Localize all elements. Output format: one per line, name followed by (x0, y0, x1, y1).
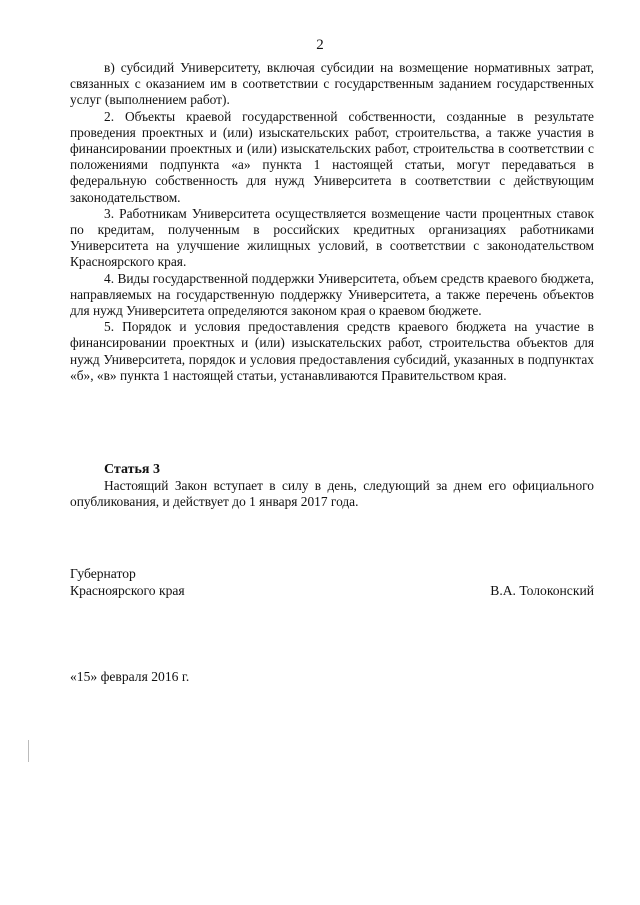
paragraph-5: 5. Порядок и условия предоставления средств краевого бюджета на участие в финансировании проектных и (или) изыскательских работ, строительства объектов для нужд Университета, порядок и условия предоставления субсидий, указанных в подпунктах «б», «в» пункта 1 настоящей статьи, устанавливаются Правительством края. (70, 319, 594, 383)
margin-mark (28, 740, 29, 762)
signature-block (70, 565, 594, 599)
article-3-title: Статья 3 (104, 462, 160, 477)
paragraph-4: 4. Виды государственной поддержки Университета, объем средств краевого бюджета, направляемых на государственную поддержку Университета, а также перечень объектов для нужд Университета определяются законом края о краевом бюджете. (70, 270, 594, 319)
article-3-text: Настоящий Закон вступает в силу в день, следующий за днем его официального опубликования, и действует до 1 января 2017 года. (70, 478, 594, 510)
paragraph-3: 3. Работникам Университета осуществляется возмещение части процентных ставок по кредитам, полученным в российских кредитных организациях работниками Университета на улучшение жилищных условий, в соответствии с законодательством Красноярского края. (70, 205, 594, 270)
paragraph-subsidies: в) субсидий Университету, включая субсидии на возмещение нормативных затрат, связанных с оказанием им в соответствии с государственным заданием государственных услуг (выполнением работ). (70, 60, 594, 108)
article-3 (70, 461, 594, 510)
page-number: 2 (316, 37, 324, 53)
article-2-body (70, 60, 594, 384)
signer-position-line1: Губернатор (70, 566, 136, 581)
signing-date: «15» февраля 2016 г. (70, 669, 190, 684)
paragraph-2: 2. Объекты краевой государственной собственности, созданные в результате проведения проектных и (или) изыскательских работ, строительства, а также участия в финансировании проектных и (или) изыскательских работ, строительства в соответствии с положениями подпункта «а» пункта 1 настоящей статьи, могут передаваться в федеральную собственность для нужд Университета в соответствии с действующим законодательством. (70, 108, 594, 205)
signer-name: В.А. Толоконский (490, 583, 594, 598)
signer-position-line2: Красноярского края (70, 583, 185, 598)
